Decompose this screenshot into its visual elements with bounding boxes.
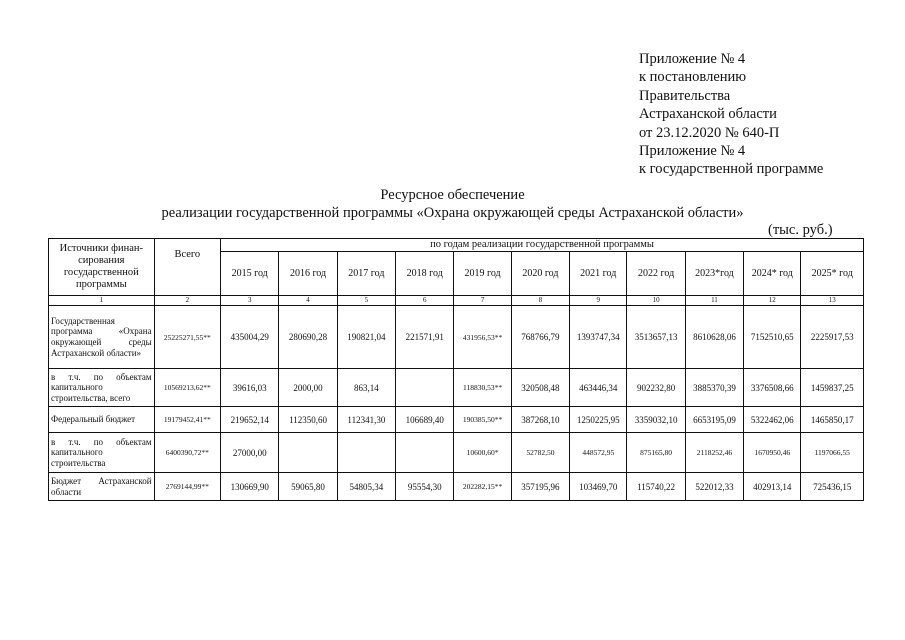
row-value: 219652,14 — [221, 407, 279, 433]
row-source: Бюджет Астраханской области — [49, 473, 155, 501]
row-value: 387268,10 — [511, 407, 569, 433]
row-total: 19179452,41** — [154, 407, 220, 433]
resource-table — [48, 238, 864, 501]
row-value: 8610628,06 — [685, 306, 743, 369]
header-year: 2023*год — [685, 252, 743, 296]
appendix-line: к государственной программе — [639, 161, 824, 178]
row-value: 103469,70 — [570, 473, 627, 501]
row-value: 1197066,55 — [801, 433, 864, 473]
row-value — [279, 433, 337, 473]
row-value: 2118252,46 — [685, 433, 743, 473]
row-value: 320508,48 — [511, 369, 569, 407]
row-value: 768766,79 — [511, 306, 569, 369]
column-number: 9 — [570, 296, 627, 306]
row-value: 118830,53** — [454, 369, 511, 407]
row-value: 27000,00 — [221, 433, 279, 473]
row-value: 2000,00 — [279, 369, 337, 407]
row-value: 112350,60 — [279, 407, 337, 433]
row-value — [396, 433, 454, 473]
table-row — [49, 369, 864, 407]
header-total: Всего — [154, 239, 220, 296]
row-total: 10569213,62** — [154, 369, 220, 407]
header-sources: Источники финан-сирования государственной программы — [49, 239, 155, 296]
document-title: Ресурсное обеспечение — [380, 187, 525, 203]
row-total: 25225271,55** — [154, 306, 220, 369]
header-year: 2015 год — [221, 252, 279, 296]
row-value: 130669,90 — [221, 473, 279, 501]
row-value: 1465850,17 — [801, 407, 864, 433]
row-value: 190821,04 — [337, 306, 395, 369]
table-row — [49, 306, 864, 369]
row-value: 7152510,65 — [744, 306, 801, 369]
appendix-block — [639, 50, 823, 179]
row-source: Федеральный бюджет — [49, 407, 155, 433]
row-value: 1250225,95 — [570, 407, 627, 433]
header-year: 2016 год — [279, 252, 337, 296]
row-value: 1670950,46 — [744, 433, 801, 473]
row-value: 402913,14 — [744, 473, 801, 501]
column-number: 8 — [511, 296, 569, 306]
header-year: 2022 год — [627, 252, 685, 296]
table-row — [49, 407, 864, 433]
row-source: в т.ч. по объектам капитального строительства — [49, 433, 155, 473]
column-number: 5 — [337, 296, 395, 306]
row-value: 280690,28 — [279, 306, 337, 369]
row-value: 202282,15** — [454, 473, 511, 501]
header-year: 2019 год — [454, 252, 511, 296]
document-subtitle: реализации государственной программы «Охрана окружающей среды Астраханской области» — [161, 205, 744, 221]
row-total: 6400390,72** — [154, 433, 220, 473]
row-value: 902232,80 — [627, 369, 685, 407]
column-number: 13 — [801, 296, 864, 306]
units-label: (тыс. руб.) — [768, 222, 833, 238]
row-value: 95554,30 — [396, 473, 454, 501]
row-value: 54805,34 — [337, 473, 395, 501]
column-number: 10 — [627, 296, 685, 306]
row-source: в т.ч. по объектам капитального строительства, всего — [49, 369, 155, 407]
table-row — [49, 473, 864, 501]
header-by-years: по годам реализации государственной программы — [221, 239, 864, 252]
row-value: 863,14 — [337, 369, 395, 407]
row-value: 1459837,25 — [801, 369, 864, 407]
row-value: 725436,15 — [801, 473, 864, 501]
appendix-line: Правительства — [639, 87, 731, 104]
row-value: 522012,33 — [685, 473, 743, 501]
row-value: 39616,03 — [221, 369, 279, 407]
column-number: 6 — [396, 296, 454, 306]
column-number: 12 — [744, 296, 801, 306]
row-value: 463446,34 — [570, 369, 627, 407]
header-row — [49, 239, 864, 252]
column-number: 11 — [685, 296, 743, 306]
appendix-line: Приложение № 4 — [639, 51, 746, 67]
row-value: 59065,80 — [279, 473, 337, 501]
column-number: 4 — [279, 296, 337, 306]
table-row — [49, 433, 864, 473]
column-number-row — [49, 296, 864, 306]
header-year: 2018 год — [396, 252, 454, 296]
row-value: 435004,29 — [221, 306, 279, 369]
row-value: 3359032,10 — [627, 407, 685, 433]
row-value: 221571,91 — [396, 306, 454, 369]
row-value: 5322462,06 — [744, 407, 801, 433]
row-value: 106689,40 — [396, 407, 454, 433]
appendix-line: к постановлению — [639, 69, 747, 86]
row-value: 112341,30 — [337, 407, 395, 433]
row-value: 3376508,66 — [744, 369, 801, 407]
header-year: 2025* год — [801, 252, 864, 296]
column-number: 1 — [49, 296, 155, 306]
row-value: 2225917,53 — [801, 306, 864, 369]
row-value — [396, 369, 454, 407]
row-value: 115740,22 — [627, 473, 685, 501]
row-value: 190385,50** — [454, 407, 511, 433]
row-total: 2769144,99** — [154, 473, 220, 501]
row-value: 431956,53** — [454, 306, 511, 369]
row-value: 52782,50 — [511, 433, 569, 473]
appendix-line: Астраханской области — [639, 106, 777, 123]
row-value: 3885370,39 — [685, 369, 743, 407]
row-value: 6653195,09 — [685, 407, 743, 433]
header-year: 2024* год — [744, 252, 801, 296]
row-value: 1393747,34 — [570, 306, 627, 369]
row-value: 10600,60* — [454, 433, 511, 473]
column-number: 2 — [154, 296, 220, 306]
header-year: 2020 год — [511, 252, 569, 296]
appendix-line: Приложение № 4 — [639, 143, 746, 160]
row-value — [337, 433, 395, 473]
appendix-line: от 23.12.2020 № 640-П — [639, 124, 780, 141]
row-value: 448572,95 — [570, 433, 627, 473]
header-year: 2021 год — [570, 252, 627, 296]
column-number: 7 — [454, 296, 511, 306]
row-value: 875165,80 — [627, 433, 685, 473]
row-value: 357195,96 — [511, 473, 569, 501]
header-year: 2017 год — [337, 252, 395, 296]
row-value: 3513657,13 — [627, 306, 685, 369]
column-number: 3 — [221, 296, 279, 306]
row-source: Государственная программа «Охрана окружающей среды Астраханской области» — [49, 306, 155, 369]
